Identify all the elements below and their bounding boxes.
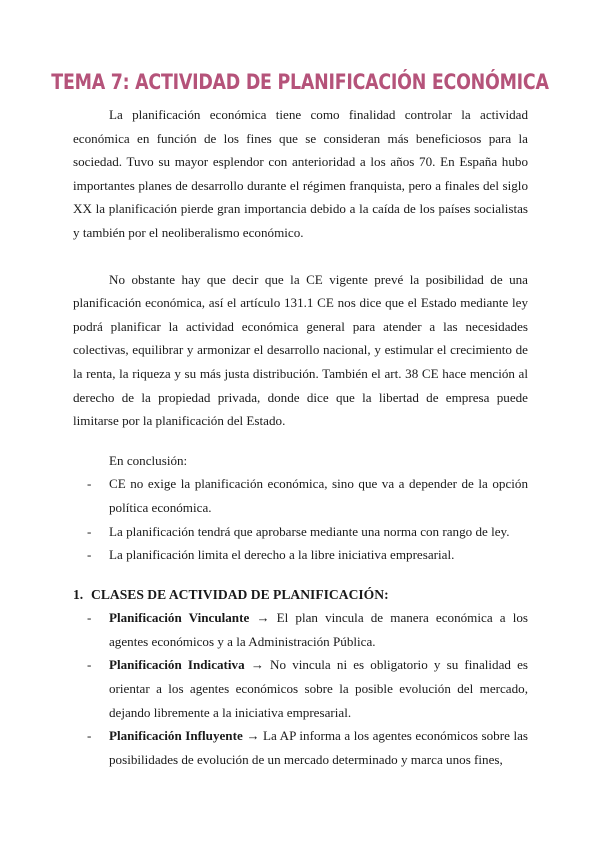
planning-types-list (73, 606, 528, 771)
list-item-text: La planificación limita el derecho a la libre iniciativa empresarial. (109, 547, 455, 563)
term-description: → No vincula ni es obligatorio y su finalidad es orientar a los agentes económicos sobre la posible evolución del mercado, dejando libremente a la iniciativa empresarial. (109, 657, 528, 720)
list-item (73, 724, 528, 771)
term-description: → La AP informa a los agentes económicos sobre las posibilidades de evolución de un mercado determinado y marca unos fines, (109, 728, 528, 767)
conclusion-list (73, 472, 528, 566)
list-item (73, 472, 528, 519)
document-body (73, 103, 528, 771)
paragraph-intro: La planificación económica tiene como finalidad controlar la actividad económica en función de los fines que se consideran más beneficiosos para la sociedad. Tuvo su mayor esplendor con anterioridad a los años 70. En España hubo importantes planes de desarrollo durante el régimen franquista, pero a finales del siglo XX la planificación pierde gran importancia debido a la caída de los países socialistas y también por el neoliberalismo económico. (73, 107, 528, 240)
section-number: 1. (73, 586, 84, 602)
conclusion-label: En conclusión: (109, 452, 188, 468)
term-description: → El plan vincula de manera económica a los agentes económicos y a la Administración Pública. (109, 610, 528, 649)
dash-bullet: - (87, 728, 92, 744)
dash-bullet: - (87, 657, 92, 673)
paragraph-constitution: No obstante hay que decir que la CE vigente prevé la posibilidad de una planificación económica, así el artículo 131.1 CE nos dice que el Estado mediante ley podrá planificar la actividad económica general para atender a las necesidades colectivas, equilibrar y armonizar el desarrollo nacional, y estimular el crecimiento de la renta, la riqueza y su más justa distribución. También el art. 38 CE hace mención al derecho de la propiedad privada, donde dice que la libertad de empresa puede limitarse por la planificación del Estado. (73, 271, 528, 429)
term-label: Planificación Influyente (109, 728, 243, 744)
list-item (73, 653, 528, 724)
list-item-text: La planificación tendrá que aprobarse mediante una norma con rango de ley. (109, 523, 510, 539)
dash-bullet: - (87, 610, 92, 626)
section-heading (73, 583, 528, 607)
list-item (73, 520, 528, 544)
dash-bullet: - (87, 523, 92, 539)
document-title: TEMA 7: ACTIVIDAD DE PLANIFICACIÓN ECONÓMICA (51, 70, 549, 94)
dash-bullet: - (87, 476, 92, 492)
term-label: Planificación Vinculante (109, 610, 250, 626)
list-item (73, 543, 528, 567)
section-heading-text: CLASES DE ACTIVIDAD DE PLANIFICACIÓN: (91, 586, 389, 602)
list-item (73, 606, 528, 653)
list-item-text: CE no exige la planificación económica, sino que va a depender de la opción política económica. (109, 476, 528, 515)
term-label: Planificación Indicativa (109, 657, 245, 673)
dash-bullet: - (87, 547, 92, 563)
